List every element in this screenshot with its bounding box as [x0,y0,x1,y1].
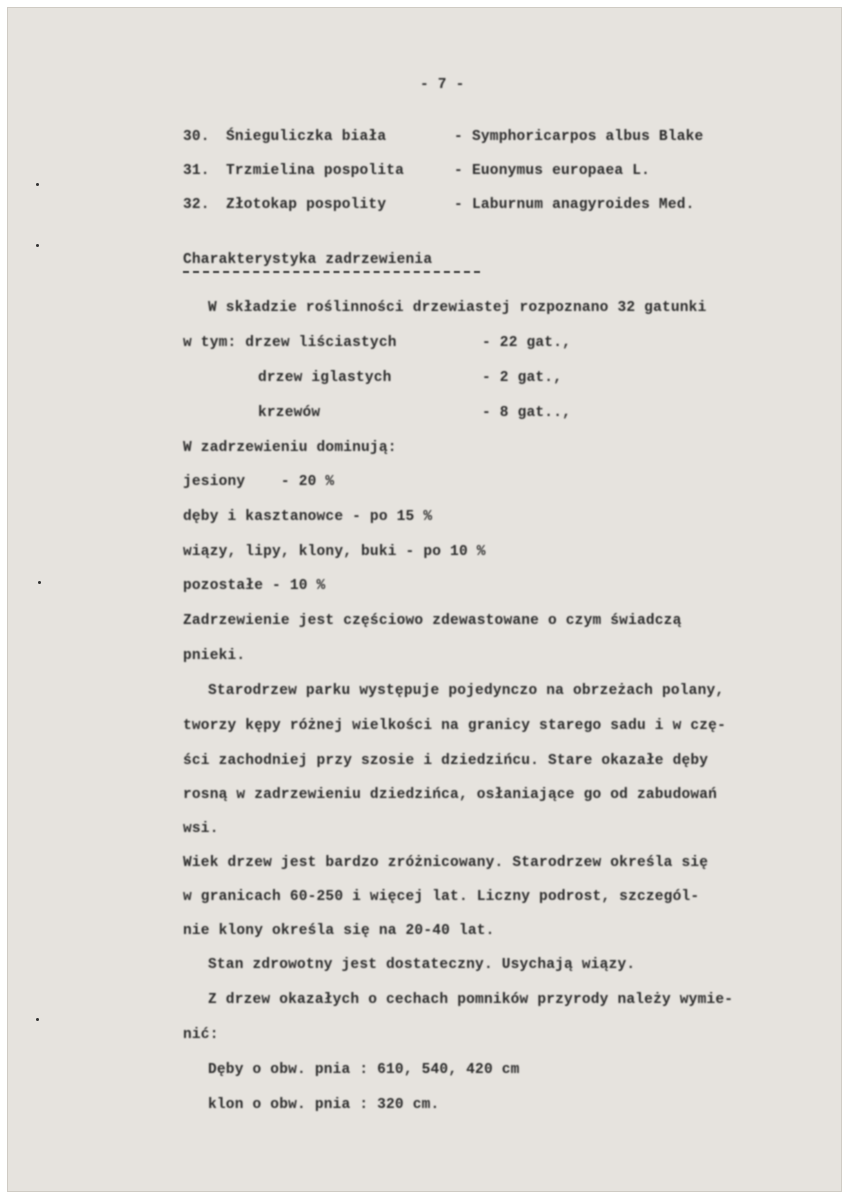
species-polish-name: Trzmielina pospolita [226,163,405,179]
paragraph-line: Wiek drzew jest bardzo zróżnicowany. Starodrzew określa się [183,855,709,871]
count-label: krzewów [258,405,321,421]
margin-speck [38,581,41,584]
count-value: - 2 gat., [482,370,563,386]
species-dash: - [454,197,463,213]
dominant-item: dęby i kasztanowce - po 15 % [183,509,433,525]
species-dash: - [454,129,463,145]
heading-underline [183,271,480,273]
species-polish-name: Śnieguliczka biała [226,129,387,145]
dominant-title: W zadrzewieniu dominują: [183,440,397,456]
species-number: 31. [183,163,210,179]
paragraph-line: Starodrzew parku występuje pojedynczo na obrzeżach polany, [208,683,725,699]
section-heading: Charakterystyka zadrzewienia [183,252,433,268]
paragraph-line: w granicach 60-250 i więcej lat. Liczny podrost, szczegól- [183,889,700,905]
count-label: w tym: drzew liściastych [183,335,397,351]
dominant-item: pozostałe - 10 % [183,578,326,594]
dominant-item: wiązy, lipy, klony, buki - po 10 % [183,544,486,560]
species-latin-name: Symphoricarpos albus Blake [472,129,704,145]
paragraph-line: Stan zdrowotny jest dostateczny. Usychają wiązy. [208,957,636,973]
paragraph-line: Z drzew okazałych o cechach pomników przyrody należy wymie- [208,992,734,1008]
count-label: drzew iglastych [258,370,392,386]
species-latin-name: Laburnum anagyroides Med. [472,197,695,213]
paragraph-line: Dęby o obw. pnia : 610, 540, 420 cm [208,1062,520,1078]
dominant-item: jesiony - 20 % [183,474,335,490]
species-latin-name: Euonymus europaea L. [472,163,651,179]
species-dash: - [454,163,463,179]
count-value: - 8 gat.., [482,405,572,421]
species-number: 30. [183,129,210,145]
paragraph-line: nić: [183,1027,219,1043]
paragraph-line: nie klony określa się na 20-40 lat. [183,923,495,939]
paragraph-line: klon o obw. pnia : 320 cm. [208,1097,440,1113]
count-value: - 22 gat., [482,335,572,351]
paragraph-line: rosną w zadrzewieniu dziedzińca, osłaniające go od zabudowań [183,787,718,803]
paragraph-line: wsi. [183,821,219,837]
paragraph-line: Zadrzewienie jest częściowo zdewastowane o czym świadczą [183,613,682,629]
page-number: - 7 - [420,77,465,93]
margin-speck [36,1018,39,1021]
paragraph-line: pnieki. [183,648,246,664]
paragraph-line: tworzy kępy różnej wielkości na granicy starego sadu i w czę- [183,718,726,734]
margin-speck [36,244,39,247]
margin-speck [36,183,39,186]
intro-line: W składzie roślinności drzewiastej rozpoznano 32 gatunki [208,300,707,316]
document-page [7,7,842,1192]
species-number: 32. [183,197,210,213]
paragraph-line: ści zachodniej przy szosie i dziedzińcu. Stare okazałe dęby [183,753,709,769]
species-polish-name: Złotokap pospolity [226,197,387,213]
